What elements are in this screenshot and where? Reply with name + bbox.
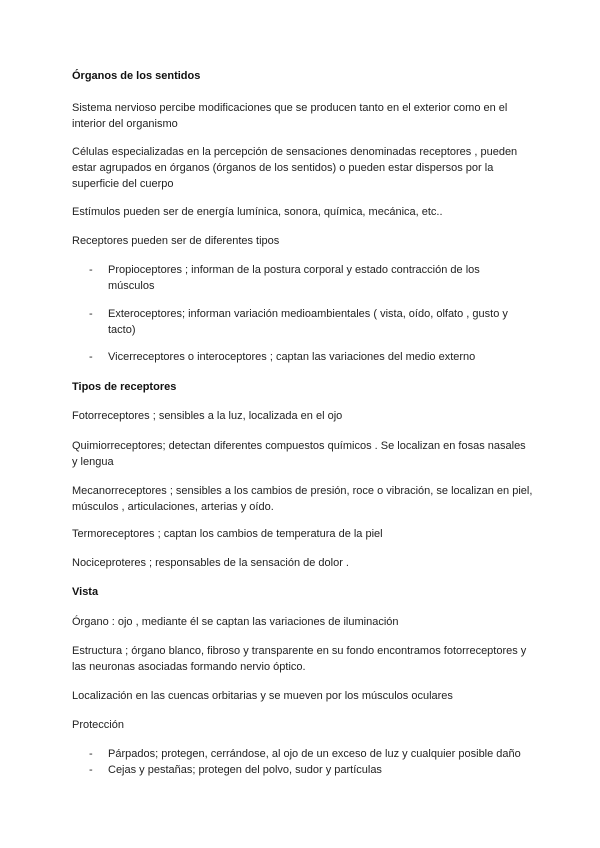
paragraph-termoreceptores: Termoreceptores ; captan los cambios de temperatura de la piel <box>72 528 383 540</box>
paragraph-organo: Órgano : ojo , mediante él se captan las variaciones de iluminación <box>72 616 399 628</box>
paragraph-celulas: Células especializadas en la percepción de sensaciones denominadas receptores , pueden estar agrupados en órganos (órganos de los sentidos) o pueden estar dispersos por la superficie del cuerpo <box>72 146 518 190</box>
paragraph-proteccion: Protección <box>72 719 124 731</box>
section-heading-tipos-receptores: Tipos de receptores <box>72 381 177 393</box>
list-item <box>89 762 539 778</box>
list-item-text: Vicerreceptores o interoceptores ; captan las variaciones del medio externo <box>108 351 476 363</box>
list-item-text: Párpados; protegen, cerrándose, al ojo de un exceso de luz y cualquier posible daño <box>108 748 521 760</box>
paragraph-estimulos: Estímulos pueden ser de energía lumínica, sonora, química, mecánica, etc.. <box>72 206 443 218</box>
paragraph-receptores-tipos: Receptores pueden ser de diferentes tipos <box>72 235 280 247</box>
list-item <box>89 306 529 338</box>
bullet-dash: - <box>89 764 93 776</box>
bullet-dash: - <box>89 351 93 363</box>
bullet-dash: - <box>89 748 93 760</box>
paragraph-nociceptores: Nociceproteres ; responsables de la sensación de dolor . <box>72 557 349 569</box>
paragraph-sistema-nervioso: Sistema nervioso percibe modificaciones que se producen tanto en el exterior como en el interior del organismo <box>72 102 508 130</box>
paragraph-quimiorreceptores: Quimiorreceptores; detectan diferentes compuestos químicos . Se localizan en fosas nasales y lengua <box>72 440 526 468</box>
list-item-text: Cejas y pestañas; protegen del polvo, sudor y partículas <box>108 764 382 776</box>
list-item <box>89 349 529 365</box>
paragraph-fotorreceptores: Fotorreceptores ; sensibles a la luz, localizada en el ojo <box>72 410 343 422</box>
bullet-dash: - <box>89 308 93 320</box>
list-item <box>89 746 539 762</box>
paragraph-estructura: Estructura ; órgano blanco, fibroso y transparente en su fondo encontramos fotorreceptores y las neuronas asociadas formando nervio óptico. <box>72 645 527 673</box>
page-title: Órganos de los sentidos <box>72 70 201 82</box>
section-heading-vista: Vista <box>72 586 99 598</box>
list-item-text: Exteroceptores; informan variación medioambientales ( vista, oído, olfato , gusto y tacto) <box>108 308 508 336</box>
list-item-text: Propioceptores ; informan de la postura corporal y estado contracción de los músculos <box>108 264 480 292</box>
bullet-dash: - <box>89 264 93 276</box>
paragraph-mecanorreceptores: Mecanorreceptores ; sensibles a los cambios de presión, roce o vibración, se localizan en piel, músculos , articulaciones, arterias y oído. <box>72 485 533 513</box>
list-item <box>89 262 529 294</box>
paragraph-localizacion: Localización en las cuencas orbitarias y se mueven por los músculos oculares <box>72 690 453 702</box>
